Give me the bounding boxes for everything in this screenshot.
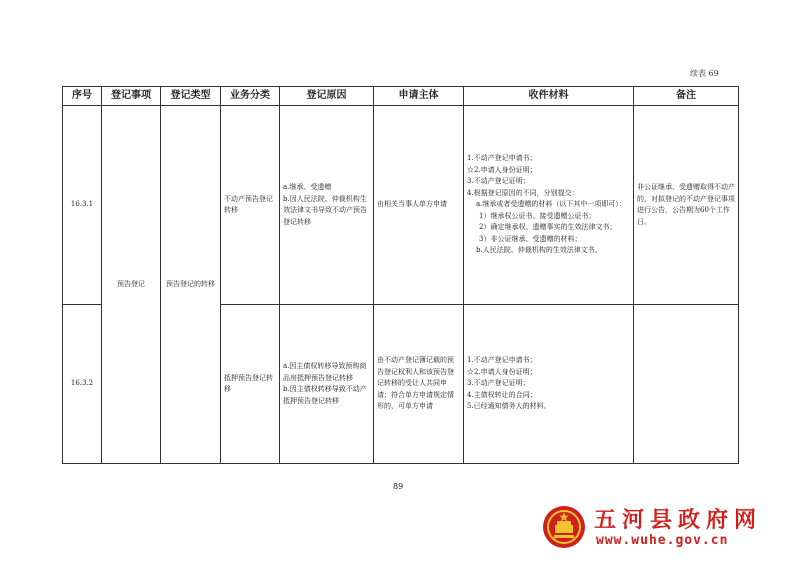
row-number: 16.3.1 xyxy=(63,106,102,305)
material-item: a.继承或者受遗赠的材料（以下其中一项即可）： xyxy=(476,200,626,209)
material-item: 4.主债权转让的合同； xyxy=(467,390,537,399)
reason-item: b.因人民法院、仲裁机构生效法律文书导致不动产预告登记转移 xyxy=(283,194,367,226)
col-header-category: 业务分类 xyxy=(221,87,280,106)
registration-reason xyxy=(280,305,374,464)
registration-item: 预告登记 xyxy=(102,106,161,464)
row-number: 16.3.2 xyxy=(63,305,102,464)
reason-item: b.因主债权转移导致不动产抵押预告登记转移 xyxy=(283,385,367,405)
reason-item: a.因主债权转移导致预购商品房抵押预告登记转移 xyxy=(283,362,367,382)
applicant: 由不动产登记簿记载的预告登记权利人和该预告登记转移的受让人共同申请；符合单方申请规定情形的，可单方申请 xyxy=(374,305,464,464)
material-item: 1.不动产登记申请书； xyxy=(467,154,537,163)
registration-type: 预告登记的转移 xyxy=(161,106,221,464)
business-category: 不动产预告登记转移 xyxy=(221,106,280,305)
materials-list xyxy=(464,106,634,305)
col-header-materials: 收件材料 xyxy=(464,87,634,106)
material-item: 2）确定继承权、遗赠事实的生效法律文书； xyxy=(479,223,617,232)
site-logo xyxy=(542,503,763,553)
col-header-applicant: 申请主体 xyxy=(374,87,464,106)
material-item: 5.已经通知债务人的材料。 xyxy=(467,402,551,411)
applicant: 由相关当事人单方申请 xyxy=(374,106,464,305)
col-header-no: 序号 xyxy=(63,87,102,106)
table-header-row xyxy=(63,87,739,106)
col-header-note: 备注 xyxy=(634,87,739,106)
registration-table xyxy=(62,86,739,464)
remark: 非公证继承、受遗赠取得不动产的，对拟登记的不动产登记事项进行公告，公告期为60个工作日。 xyxy=(634,106,739,305)
col-header-item: 登记事项 xyxy=(102,87,161,106)
material-item: 3.不动产登记证明； xyxy=(467,379,530,388)
material-item: 1）继承权公证书、接受遗赠公证书； xyxy=(479,211,596,220)
material-item: ☆2.申请人身份证明； xyxy=(467,367,537,376)
material-item: 1.不动产登记申请书； xyxy=(467,356,537,365)
materials-list xyxy=(464,305,634,464)
material-item: b.人民法院、仲裁机构的生效法律文书。 xyxy=(476,246,602,255)
material-item: ☆2.申请人身份证明； xyxy=(467,165,537,174)
site-name: 五河县政府网 xyxy=(594,508,763,533)
col-header-reason: 登记原因 xyxy=(280,87,374,106)
page-number: 89 xyxy=(393,482,404,491)
material-item: 4.根据登记原因的不同，分别提交： xyxy=(467,188,579,197)
national-emblem-icon xyxy=(542,505,586,549)
material-item: 3）非公证继承、受遗赠的材料； xyxy=(479,234,582,243)
registration-reason xyxy=(280,106,374,305)
remark xyxy=(634,305,739,464)
site-url[interactable]: www.wuhe.gov.cn xyxy=(596,533,729,548)
continued-label: 续表 69 xyxy=(690,69,719,78)
table-row xyxy=(63,106,739,305)
reason-item: a.继承、受遗赠 xyxy=(283,183,332,191)
business-category: 抵押预告登记转移 xyxy=(221,305,280,464)
material-item: 3.不动产登记证明； xyxy=(467,177,530,186)
col-header-type: 登记类型 xyxy=(161,87,221,106)
